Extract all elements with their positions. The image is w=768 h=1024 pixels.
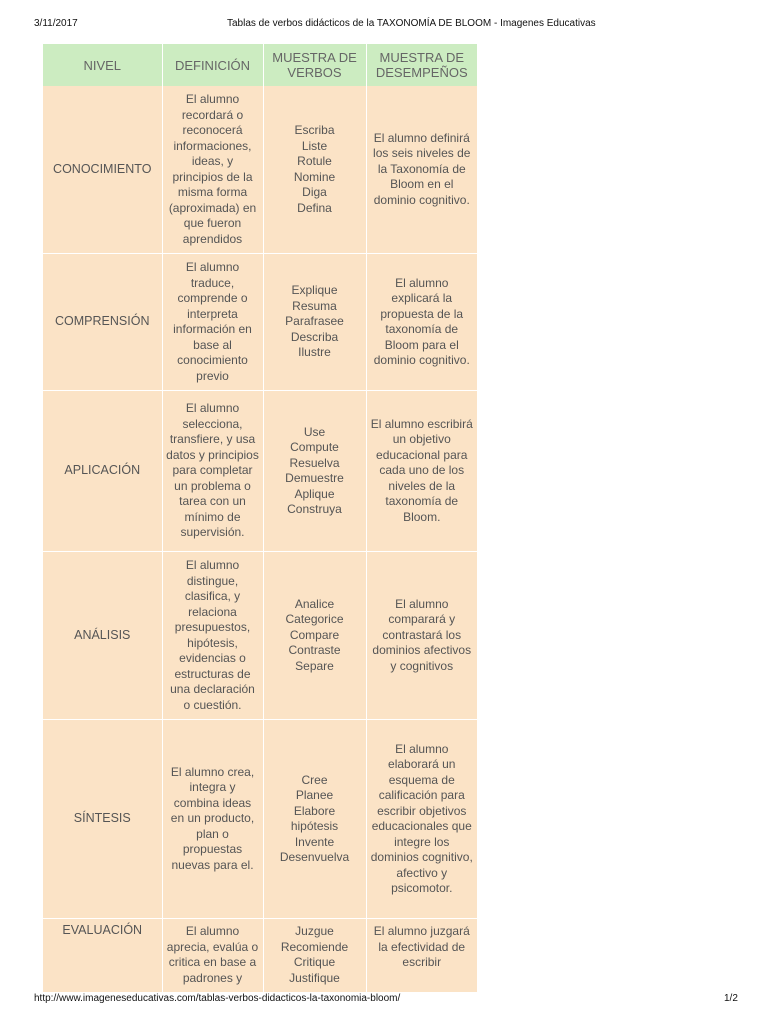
table-row	[43, 86, 477, 254]
level-cell: APLICACIÓN	[43, 391, 162, 552]
performance-cell: El alumno escribirá un objetivo educacional para cada uno de los niveles de la taxonomía de Bloom.	[366, 391, 477, 552]
performance-cell: El alumno comparará y contrastará los dominios afectivos y cognitivos	[366, 552, 477, 720]
definition-cell: El alumno selecciona, transfiere, y usa datos y principios para completar un problema o tarea con un mínimo de supervisión.	[162, 391, 263, 552]
table-row	[43, 720, 477, 919]
level-cell: EVALUACIÓN	[43, 919, 162, 993]
print-date: 3/11/2017	[34, 18, 78, 29]
definition-cell: El alumno distingue, clasifica, y relaciona presupuestos, hipótesis, evidencias o estructuras de una declaración o cuestión.	[162, 552, 263, 720]
table-row	[43, 391, 477, 552]
verbs-cell: Analice Categorice Compare Contraste Separe	[263, 552, 366, 720]
column-header-definicion: DEFINICIÓN	[162, 44, 263, 86]
verbs-cell: Juzgue Recomiende Critique Justifique	[263, 919, 366, 993]
table-row	[43, 254, 477, 391]
level-cell: COMPRENSIÓN	[43, 254, 162, 391]
column-header-nivel: NIVEL	[43, 44, 162, 86]
column-header-verbos: MUESTRA DE VERBOS	[263, 44, 366, 86]
performance-cell: El alumno elaborará un esquema de calificación para escribir objetivos educacionales que integre los dominios cognitivo, afectivo y psicomotor.	[366, 720, 477, 919]
page-title: Tablas de verbos didácticos de la TAXONOMÍA DE BLOOM - Imagenes Educativas	[227, 18, 596, 29]
definition-cell: El alumno crea, integra y combina ideas en un producto, plan o propuestas nuevas para el.	[162, 720, 263, 919]
table-header-row	[43, 44, 477, 86]
verbs-cell: Explique Resuma Parafrasee Describa Ilustre	[263, 254, 366, 391]
performance-cell: El alumno definirá los seis niveles de la Taxonomía de Bloom en el dominio cognitivo.	[366, 86, 477, 254]
performance-cell: El alumno explicará la propuesta de la taxonomía de Bloom para el dominio cognitivo.	[366, 254, 477, 391]
table-row	[43, 919, 477, 993]
level-cell: CONOCIMIENTO	[43, 86, 162, 254]
definition-cell: El alumno aprecia, evalúa o critica en base a padrones y	[162, 919, 263, 993]
verbs-cell: Escriba Liste Rotule Nomine Diga Defina	[263, 86, 366, 254]
level-cell: ANÁLISIS	[43, 552, 162, 720]
definition-cell: El alumno traduce, comprende o interpreta información en base al conocimiento previo	[162, 254, 263, 391]
table-row	[43, 552, 477, 720]
column-header-desempenos: MUESTRA DE DESEMPEÑOS	[366, 44, 477, 86]
level-cell: SÍNTESIS	[43, 720, 162, 919]
footer-url: http://www.imageneseducativas.com/tablas-verbos-didacticos-la-taxonomia-bloom/	[34, 993, 401, 1004]
verbs-cell: Cree Planee Elabore hipótesis Invente Desenvuelva	[263, 720, 366, 919]
page-number: 1/2	[724, 993, 738, 1004]
definition-cell: El alumno recordará o reconocerá informaciones, ideas, y principios de la misma forma (aproximada) en que fueron aprendidos	[162, 86, 263, 254]
verbs-cell: Use Compute Resuelva Demuestre Aplique Construya	[263, 391, 366, 552]
performance-cell: El alumno juzgará la efectividad de escribir	[366, 919, 477, 993]
bloom-taxonomy-table	[43, 44, 477, 993]
